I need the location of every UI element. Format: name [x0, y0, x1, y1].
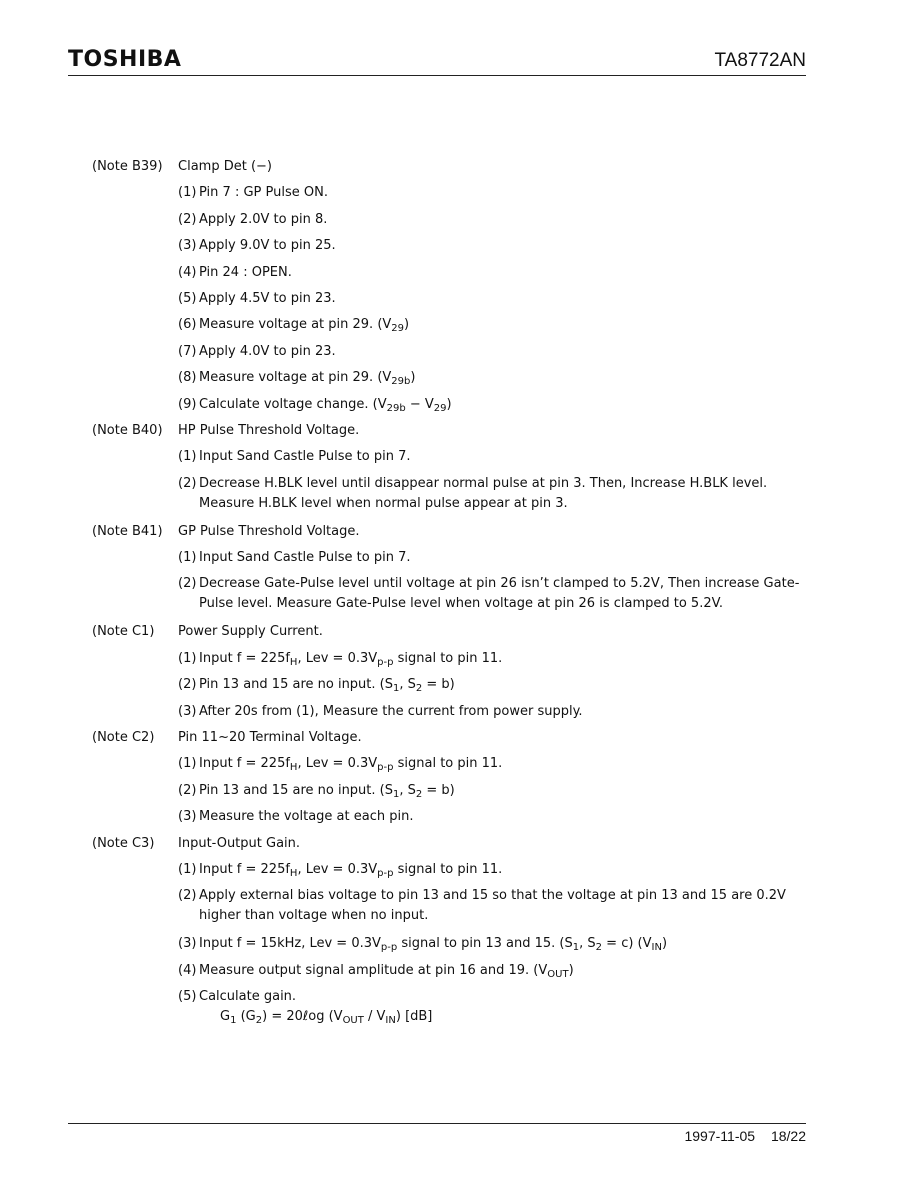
step-number: (1)	[178, 185, 197, 201]
brand-logo: TOSHIBA	[68, 47, 182, 72]
step-text: Pin 13 and 15 are no input. ($S_1$, $S_2 = b$)	[199, 782, 455, 800]
note-heading	[92, 727, 812, 753]
note-step	[92, 473, 812, 519]
note-id: (Note B41)	[92, 523, 163, 539]
step-text: Apply external bias voltage to pin 13 and 15 so that the voltage at pin 13 and 15 are 0.2V higher than voltage when no input.	[199, 888, 786, 924]
step-text: Measure the voltage at each pin.	[199, 809, 414, 825]
note-heading	[92, 621, 812, 647]
step-text: Input $f = 225f_H$, Lev = $0.3V_{p-p}$ signal to pin 11.	[199, 756, 503, 774]
step-number: (1)	[178, 449, 197, 465]
step-number: (5)	[178, 290, 197, 306]
step-number: (3)	[178, 809, 197, 825]
note-block	[92, 156, 812, 420]
note-step	[92, 367, 812, 393]
page-footer	[68, 1123, 806, 1144]
step-number: (1)	[178, 756, 197, 772]
step-text: Decrease H.BLK level until disappear normal pulse at pin 3. Then, Increase H.BLK level. Measure H.BLK level when normal pulse appear at pin 3.	[199, 475, 768, 511]
step-number: (8)	[178, 370, 197, 386]
note-title: GP Pulse Threshold Voltage.	[178, 523, 360, 539]
step-text: Calculate voltage change. $(V_{29b} - V_{29})$	[199, 396, 452, 414]
step-number: (2)	[178, 475, 197, 491]
note-block	[92, 621, 812, 727]
note-block	[92, 521, 812, 620]
note-step	[92, 182, 812, 208]
note-title: Clamp Det (−)	[178, 159, 272, 174]
note-title: Input-Output Gain.	[178, 835, 301, 851]
part-number: TA8772AN	[714, 50, 806, 71]
note-step	[92, 885, 812, 931]
note-heading	[92, 833, 812, 859]
step-text: Apply 4.0V to pin 23.	[199, 343, 336, 359]
step-number: (2)	[178, 782, 197, 798]
step-number: (2)	[178, 211, 197, 227]
step-text: Input f = 15kHz, Lev = $0.3V_{p-p}$ signal to pin 13 and 15. ($S_1$, $S_2 = c$) $(V_{IN})$	[199, 936, 668, 954]
footer-date: 1997-11-05	[684, 1128, 756, 1144]
step-number: (1)	[178, 650, 197, 666]
step-number: (9)	[178, 396, 197, 412]
footer-page-number: 18/22	[770, 1128, 806, 1144]
note-step	[92, 806, 812, 832]
note-id: (Note C2)	[92, 730, 155, 746]
step-number: (6)	[178, 317, 197, 333]
page-header	[68, 48, 806, 76]
note-id: (Note C1)	[92, 624, 155, 640]
note-step	[92, 446, 812, 472]
note-step	[92, 753, 812, 779]
step-number: (1)	[178, 550, 197, 566]
step-text: Apply 4.5V to pin 23.	[199, 290, 336, 306]
note-step	[92, 674, 812, 700]
step-text: Input Sand Castle Pulse to pin 7.	[199, 449, 411, 465]
note-step	[92, 314, 812, 340]
note-title: Pin 11~20 Terminal Voltage.	[178, 730, 362, 746]
step-text: Decrease Gate-Pulse level until voltage at pin 26 isn’t clamped to 5.2V, Then increase Gate-Pulse level. Measure Gate-Pulse level when voltage at pin 26 is clamped to 5.2V.	[199, 576, 800, 612]
step-text: Pin 7 : GP Pulse ON.	[199, 185, 328, 201]
note-step	[92, 960, 812, 986]
note-title: HP Pulse Threshold Voltage.	[178, 422, 360, 438]
note-id: (Note C3)	[92, 835, 155, 851]
step-text: Measure output signal amplitude at pin 16 and 19. $(V_{OUT})$	[199, 962, 574, 980]
step-text: Apply 9.0V to pin 25.	[199, 238, 336, 254]
note-step	[92, 341, 812, 367]
note-title: Power Supply Current.	[178, 624, 323, 640]
step-text: Measure voltage at pin 29. $(V_{29b})$	[199, 370, 416, 388]
step-text: Input $f = 225f_H$, Lev = $0.3V_{p-p}$ signal to pin 11.	[199, 861, 503, 879]
step-number: (3)	[178, 238, 197, 254]
step-number: (2)	[178, 888, 197, 904]
step-number: (4)	[178, 264, 197, 280]
step-text: Input $f = 225f_H$, Lev = $0.3V_{p-p}$ signal to pin 11.	[199, 650, 503, 668]
note-step	[92, 648, 812, 674]
step-number: (7)	[178, 343, 197, 359]
step-text: After 20s from (1), Measure the current from power supply.	[199, 703, 583, 719]
step-text: Measure voltage at pin 29. $(V_{29})$	[199, 317, 410, 335]
step-number: (1)	[178, 861, 197, 877]
note-step	[92, 235, 812, 261]
note-step	[92, 573, 812, 619]
gain-formula: $G_1$ $(G_2)$ = 20ℓog $(V_{OUT} / V_{IN})$ [dB]	[220, 1008, 433, 1026]
note-step	[92, 701, 812, 727]
note-heading	[92, 521, 812, 547]
step-number: (2)	[178, 677, 197, 693]
note-heading	[92, 420, 812, 446]
step-number: (5)	[178, 989, 197, 1005]
step-text: Pin 24 : OPEN.	[199, 264, 292, 280]
step-text: Input Sand Castle Pulse to pin 7.	[199, 550, 411, 566]
step-text: Apply 2.0V to pin 8.	[199, 211, 328, 227]
step-number: (3)	[178, 703, 197, 719]
note-heading	[92, 156, 812, 182]
note-step	[92, 859, 812, 885]
step-number: (3)	[178, 936, 197, 952]
note-block	[92, 833, 812, 1027]
step-text: Calculate gain.	[199, 989, 297, 1005]
note-step	[92, 394, 812, 420]
note-step	[92, 288, 812, 314]
note-step	[92, 262, 812, 288]
note-id: (Note B40)	[92, 422, 163, 438]
notes-content	[92, 156, 812, 1027]
note-step	[92, 209, 812, 235]
note-id: (Note B39)	[92, 159, 163, 174]
note-block	[92, 420, 812, 519]
step-text: Pin 13 and 15 are no input. ($S_1$, $S_2 = b$)	[199, 677, 455, 695]
note-step	[92, 547, 812, 573]
note-step	[92, 780, 812, 806]
step-number: (4)	[178, 962, 197, 978]
note-step	[92, 933, 812, 959]
step-number: (2)	[178, 576, 197, 592]
note-block	[92, 727, 812, 833]
